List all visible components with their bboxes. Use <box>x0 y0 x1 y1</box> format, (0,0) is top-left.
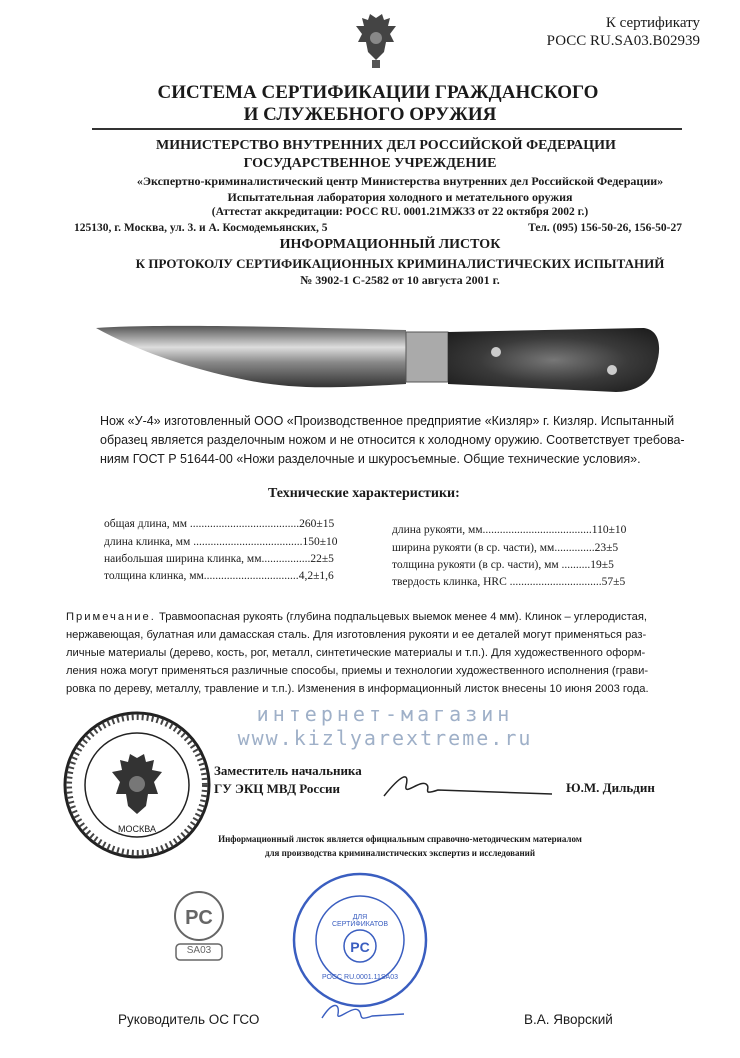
reference-label: К сертификату <box>605 15 700 31</box>
head-signature <box>318 996 408 1026</box>
specs-heading: Технические характеристики: <box>268 486 460 501</box>
spec-label: толщина рукояти (в ср. части), мм .......... <box>392 559 591 571</box>
spec-value: 19±5 <box>590 559 614 571</box>
note-line: нержавеющая, булатная или дамасская сталь. Для изготовления рукояти и ее деталей могут применяться раз- <box>66 629 647 641</box>
certificate-reference <box>480 14 700 50</box>
spec-row <box>104 518 334 530</box>
position-line1: Заместитель начальника <box>214 763 362 778</box>
spec-label: длина клинка, мм ...................................... <box>104 536 303 548</box>
spec-label: ширина рукояти (в ср. части), мм.............. <box>392 542 595 554</box>
spec-value: 22±5 <box>310 553 334 565</box>
spec-value: 110±10 <box>591 524 627 536</box>
reference-number: РОСС RU.SA03.B02939 <box>546 33 700 49</box>
head-position: Руководитель ОС ГСО <box>118 1012 260 1027</box>
description-line: образец является разделочным ножом и не относится к холодному оружию. Соответствует требова- <box>100 433 685 447</box>
spec-value: 4,2±1,6 <box>298 570 334 582</box>
protocol-number: № 3902-1 С-2582 от 10 августа 2001 г. <box>300 273 500 287</box>
note-line: ления ножа могут применяться различные способы, приемы и технологии художественного исполнения (грави- <box>66 665 649 677</box>
info-note-line1: Информационный листок является официальным справочно-методическим материалом <box>218 834 582 844</box>
note-label: Примечание. <box>66 611 156 623</box>
info-note-line2: для производства криминалистических экспертиз и исследований <box>264 848 536 858</box>
phone: Тел. (095) 156-50-26, 156-50-27 <box>528 222 682 234</box>
spec-row <box>104 570 334 582</box>
note-line <box>66 608 706 626</box>
accreditation: (Аттестат аккредитации: РОСС RU. 0001.21МЖЗЗ от 22 октября 2002 г.) <box>211 206 589 218</box>
center-name: «Экспертно-криминалистический центр Министерства внутренних дел Российской Федерации» <box>136 174 664 188</box>
note-line: личные материалы (дерево, кость, рог, металл, синтетические материалы и т.п.). Для художественного оформ- <box>66 647 646 659</box>
title-divider <box>92 128 682 130</box>
note-text: Травмоопасная рукоять (глубина подпальцевых выемок менее 4 мм). Клинок – углеродистая, <box>155 611 648 623</box>
certification-blue-stamp <box>290 870 430 1010</box>
description-line: ниям ГОСТ Р 51644-00 «Ножи разделочные и шкуросъемные. Общие технические условия». <box>100 452 641 466</box>
document-subtitle: К ПРОТОКОЛУ СЕРТИФИКАЦИОННЫХ КРИМИНАЛИСТИЧЕСКИХ ИСПЫТАНИЙ <box>135 256 665 271</box>
note-block <box>66 608 706 698</box>
spec-row <box>392 542 618 554</box>
pct-certification-mark <box>164 884 234 964</box>
spec-value: 150±10 <box>302 536 338 548</box>
spec-row <box>104 553 334 565</box>
document-title: ИНФОРМАЦИОННЫЙ ЛИСТОК <box>279 237 501 252</box>
description-line: Нож «У-4» изготовленный ООО «Производственное предприятие «Кизляр» г. Кизляр. Испытанный <box>100 414 675 428</box>
info-note <box>0 832 740 860</box>
spec-value: 260±15 <box>299 518 335 530</box>
product-description <box>100 412 700 469</box>
svg-text:PC: PC <box>185 907 213 929</box>
spec-row <box>392 559 614 571</box>
svg-text:МОСКВА: МОСКВА <box>118 824 156 834</box>
spec-row <box>104 536 338 548</box>
spec-label: толщина клинка, мм................................. <box>104 570 299 582</box>
address: 125130, г. Москва, ул. 3. и А. Космодемьянских, 5 <box>74 222 328 234</box>
lab-name: Испытательная лаборатория холодного и метательного оружия <box>227 190 573 204</box>
spec-label: длина рукояти, мм...................................... <box>392 524 592 536</box>
system-title-line2: И СЛУЖЕБНОГО ОРУЖИЯ <box>243 104 497 125</box>
deputy-signature <box>380 766 560 806</box>
deputy-name: Ю.М. Дильдин <box>566 780 655 795</box>
watermark-line2: www.kizlyarextreme.ru <box>237 726 533 750</box>
note-line: ровка по дереву, металлу, травление и т.п.). Изменения в информационный листок внесены 10 июня 2003 года. <box>66 683 649 695</box>
spec-label: твердость клинка, HRC ................................ <box>392 576 602 588</box>
knife-photo <box>96 306 676 398</box>
pct-code: SA03 <box>186 945 212 956</box>
watermark-line1: интернет-магазин <box>256 702 514 726</box>
spec-row <box>392 524 626 536</box>
deputy-position <box>214 762 362 798</box>
stamp-center-text: ДЛЯ СЕРТИФИКАТОВ <box>331 914 388 928</box>
spec-value: 23±5 <box>594 542 619 554</box>
svg-text:PC: PC <box>350 939 370 955</box>
spec-label: наибольшая ширина клинка, мм................. <box>104 553 311 565</box>
spec-label: общая длина, мм ...................................... <box>104 518 300 530</box>
system-title-line1: СИСТЕМА СЕРТИФИКАЦИИ ГРАЖДАНСКОГО <box>157 82 599 103</box>
institution-name: ГОСУДАРСТВЕННОЕ УЧРЕЖДЕНИЕ <box>243 156 497 171</box>
spec-row <box>392 576 625 588</box>
stamp-number: РОСС RU.0001.11SA03 <box>322 974 398 981</box>
position-line2: ГУ ЭКЦ МВД России <box>214 781 340 796</box>
head-name: В.А. Яворский <box>524 1012 613 1027</box>
ministry-name: МИНИСТЕРСТВО ВНУТРЕННИХ ДЕЛ РОССИЙСКОЙ ФЕДЕРАЦИИ <box>156 138 616 153</box>
coat-of-arms-emblem <box>352 12 400 72</box>
system-title <box>0 82 740 126</box>
spec-value: 57±5 <box>601 576 626 588</box>
